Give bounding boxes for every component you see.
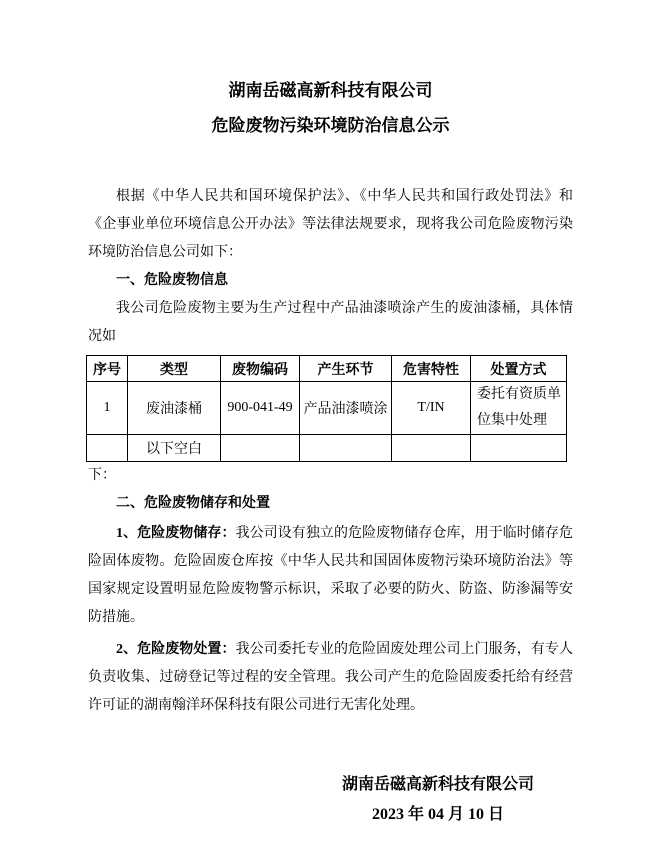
cell-disposal-method: [471, 435, 567, 462]
table-header-disposal-method: 处置方式: [471, 356, 567, 382]
table-header-waste-code: 废物编码: [221, 356, 300, 382]
intro-paragraph: 根据《中华人民共和国环境保护法》、《中华人民共和国行政处罚法》和《企事业单位环境信息公开办法》等法律法规要求，现将我公司危险废物污染环境防治信息公司如下：: [88, 189, 573, 260]
hazardous-waste-table: [86, 355, 567, 462]
disposal-paragraph: [88, 636, 573, 720]
section2-heading: 二、危险废物储存和处置: [116, 496, 270, 511]
cell-generation-step: 产品油漆喷涂: [300, 382, 392, 435]
cell-disposal-method: 委托有资质单位集中处理: [471, 382, 567, 435]
section1-intro-line: 我公司危险废物主要为生产过程中产品油漆喷涂产生的废油漆桶，具体情况如: [88, 301, 573, 344]
table-header-generation-step: 产生环节: [300, 356, 392, 382]
table-header-type: 类型: [128, 356, 221, 382]
after-table-text: 下：: [88, 468, 116, 483]
cell-generation-step: [300, 435, 392, 462]
storage-text: 我公司设有独立的危险废物储存仓库，用于临时储存危险固体废物。危险固废仓库按《中华人民共和国固体废物污染环境防治法》等国家规定设置明显危险废物警示标识，采取了必要的防火、防盗、防渗漏等安防措施。: [88, 526, 573, 625]
cell-serial: [87, 435, 128, 462]
cell-type: 以下空白: [128, 435, 221, 462]
disposal-text: 我公司委托专业的危险固废处理公司上门服务，有专人负责收集、过磅登记等过程的安全管理。我公司产生的危险固废委托给有经营许可证的湖南翰洋环保科技有限公司进行无害化处理。: [88, 642, 573, 713]
signature-company: 湖南岳磁高新科技有限公司: [341, 776, 534, 793]
document-title-company: 湖南岳磁高新科技有限公司: [228, 81, 433, 100]
table-row: [87, 382, 567, 435]
table-header-row: [87, 356, 567, 382]
document-title-subject: 危险废物污染环境防治信息公示: [211, 116, 450, 135]
cell-waste-code: [221, 435, 300, 462]
disposal-lead: 2、危险废物处置：: [116, 642, 236, 657]
storage-paragraph: [88, 520, 573, 632]
cell-hazard-property: T/IN: [392, 382, 471, 435]
cell-type: 废油漆桶: [128, 382, 221, 435]
cell-waste-code: 900-041-49: [221, 382, 300, 435]
table-header-serial: 序号: [87, 356, 128, 382]
signature-date: 2023 年 04 月 10 日: [371, 806, 504, 823]
table-header-hazard-property: 危害特性: [392, 356, 471, 382]
cell-hazard-property: [392, 435, 471, 462]
cell-serial: 1: [87, 382, 128, 435]
storage-lead: 1、危险废物储存：: [116, 526, 236, 541]
section1-heading: 一、危险废物信息: [116, 273, 228, 288]
table-row: [87, 435, 567, 462]
signature-block: [303, 770, 573, 830]
